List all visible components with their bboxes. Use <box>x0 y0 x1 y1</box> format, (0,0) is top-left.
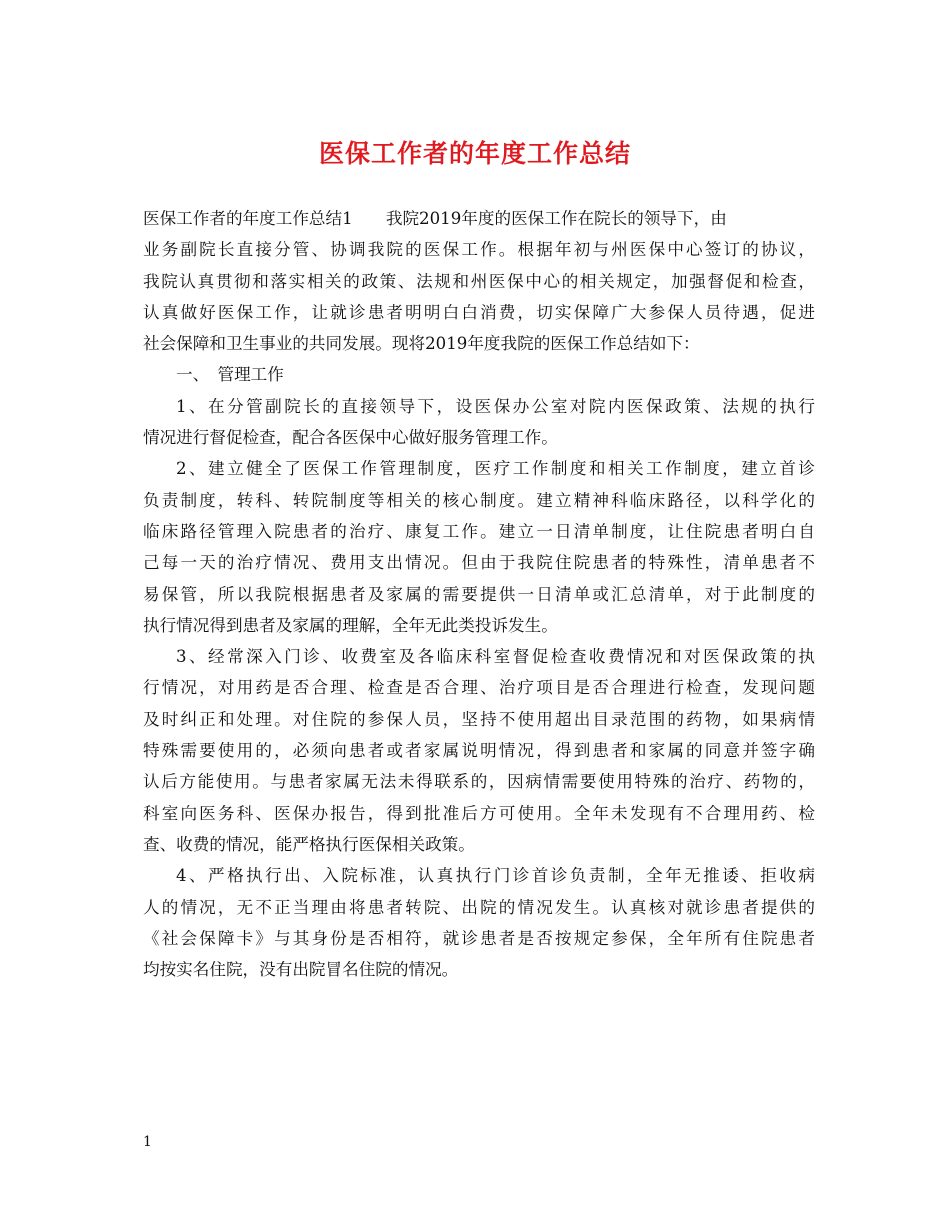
paragraph-line: 我院认真贯彻和落实相关的政策、法规和州医保中心的相关规定，加强督促和检查， <box>143 271 815 291</box>
paragraph-line: 查、收费的情况，能严格执行医保相关政策。 <box>143 834 475 854</box>
document-body <box>143 203 815 985</box>
paragraph-line: 临床路径管理入院患者的治疗、康复工作。建立一日清单制度，让住院患者明白自 <box>143 521 815 541</box>
paragraph-line: 业务副院长直接分管、协调我院的医保工作。根据年初与州医保中心签订的协议， <box>143 240 815 260</box>
paragraph-line: 特殊需要使用的，必须向患者或者家属说明情况，得到患者和家属的同意并签字确 <box>143 741 815 761</box>
paragraph-line: 医保工作者的年度工作总结1 我院2019年度的医保工作在院长的领导下，由 <box>143 209 727 228</box>
paragraph-line: 1、在分管副院长的直接领导下，设医保办公室对院内医保政策、法规的执行 <box>176 396 815 416</box>
paragraph-line: 己每一天的治疗情况、费用支出情况。但由于我院住院患者的特殊性，清单患者不 <box>143 553 815 573</box>
paragraph-line: 4、严格执行出、入院标准，认真执行门诊首诊负责制，全年无推诿、拒收病 <box>176 866 815 886</box>
page-number: 1 <box>143 1134 152 1150</box>
paragraph-line: 执行情况得到患者及家属的理解，全年无此类投诉发生。 <box>143 615 558 635</box>
paragraph-line: 《社会保障卡》与其身份是否相符，就诊患者是否按规定参保，全年所有住院患者 <box>143 928 815 948</box>
paragraph-line: 均按实名住院，没有出院冒名住院的情况。 <box>143 960 459 980</box>
paragraph-line: 3、经常深入门诊、收费室及各临床科室督促检查收费情况和对医保政策的执 <box>176 647 815 667</box>
paragraph-line: 行情况，对用药是否合理、检查是否合理、治疗项目是否合理进行检查，发现问题 <box>143 678 815 698</box>
paragraph-line: 2、建立健全了医保工作管理制度，医疗工作制度和相关工作制度，建立首诊 <box>176 459 815 479</box>
paragraph-line: 易保管，所以我院根据患者及家属的需要提供一日清单或汇总清单，对于此制度的 <box>143 584 815 604</box>
paragraph-line: 社会保障和卫生事业的共同发展。现将2019年度我院的医保工作总结如下： <box>143 334 700 354</box>
paragraph-line: 及时纠正和处理。对住院的参保人员，坚持不使用超出目录范围的药物，如果病情 <box>143 709 815 729</box>
paragraph-line: 认真做好医保工作，让就诊患者明明白白消费，切实保障广大参保人员待遇，促进 <box>143 302 815 322</box>
section-heading: 一、 管理工作 <box>176 365 284 385</box>
paragraph-line: 认后方能使用。与患者家属无法未得联系的，因病情需要使用特殊的治疗、药物的， <box>143 772 815 792</box>
paragraph-line: 负责制度，转科、转院制度等相关的核心制度。建立精神科临床路径，以科学化的 <box>143 490 815 510</box>
paragraph-line: 情况进行督促检查，配合各医保中心做好服务管理工作。 <box>143 428 558 448</box>
paragraph-line: 科室向医务科、医保办报告，得到批准后方可使用。全年未发现有不合理用药、检 <box>143 803 815 823</box>
document-title: 医保工作者的年度工作总结 <box>318 139 631 168</box>
paragraph-line: 人的情况，无不正当理由将患者转院、出院的情况发生。认真核对就诊患者提供的 <box>143 897 815 917</box>
